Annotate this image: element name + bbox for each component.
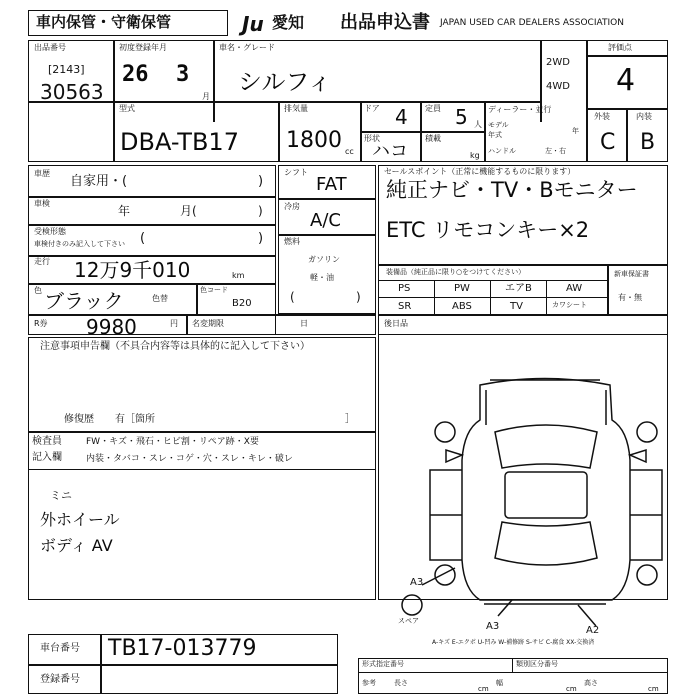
shape-label: 形状	[364, 134, 380, 143]
receive-note: 車検付きのみ記入して下さい	[34, 240, 125, 248]
interior-label: 内装	[636, 112, 652, 121]
receive-label: 受検形態	[34, 227, 66, 236]
doors: 4	[395, 105, 408, 129]
equip-airbag: エアB	[505, 283, 532, 294]
color-code: B20	[232, 298, 252, 309]
year-label: 年式	[488, 131, 502, 139]
fuel-open: (	[290, 290, 295, 304]
ac-value: A/C	[310, 210, 341, 231]
seats: 5	[455, 105, 468, 129]
name-change-label: 名変期限	[192, 319, 224, 328]
length-unit: cm	[478, 685, 489, 693]
spec-block	[358, 658, 668, 694]
exterior-label: 外装	[594, 112, 610, 121]
class-number-label: 類別区分番号	[516, 660, 558, 668]
lot-number: 30563	[40, 80, 104, 104]
equip-leather: カワシート	[552, 301, 587, 309]
history-close: )	[258, 174, 264, 189]
mileage-label: 走行	[34, 257, 50, 266]
name-change-day: 日	[300, 319, 308, 328]
equip-ps: PS	[398, 283, 411, 294]
recycle-unit: 円	[170, 319, 178, 328]
damage-legend: A-キズ E-エクボ U-凹み W-補修跡 S-サビ C-腐食 XX-交換済	[432, 639, 595, 646]
fuel-other: 軽・油	[310, 273, 334, 282]
receive-open: (	[140, 231, 146, 246]
notes-label: 注意事項申告欄（不具合内容等は具体的に記入して下さい）	[40, 341, 310, 352]
fuel-close: )	[356, 290, 361, 304]
rear-label: 後日品	[384, 319, 408, 328]
drive-4wd: 4WD	[546, 81, 570, 92]
equip-sr: SR	[398, 301, 412, 312]
color-code-label: 色コード	[200, 286, 228, 294]
inspection-year: 年	[118, 204, 131, 218]
handwritten-note-3: ボディ AV	[40, 536, 113, 555]
guarantee-value: 有・無	[618, 293, 642, 302]
history-value: 自家用・(	[70, 174, 128, 189]
logo: Ju	[242, 12, 264, 36]
height-label: 高さ	[584, 679, 598, 687]
body-shape: ハコ	[372, 141, 408, 162]
lot-small-number: [2143]	[48, 63, 85, 76]
lot-number-label: 出品番号	[34, 43, 66, 52]
displacement-unit: cc	[345, 147, 354, 156]
width-label: 幅	[496, 679, 503, 687]
displacement-label: 排気量	[284, 104, 308, 113]
height-unit: cm	[648, 685, 659, 693]
inspection-label: 車検	[34, 199, 50, 208]
load-label: 積載	[425, 134, 441, 143]
handwritten-note-2: 外ホイール	[40, 510, 120, 529]
storage-label: 車内保管・守衛保管	[36, 13, 172, 31]
car-name-label: 車名・グレード	[219, 43, 275, 52]
displacement: 1800	[286, 128, 342, 153]
length-label: 長さ	[394, 679, 408, 687]
form-title: 出品申込書	[340, 12, 430, 33]
color-value: ブラック	[44, 289, 124, 313]
damage-mark-3: A2	[586, 625, 600, 636]
mileage-unit: km	[232, 271, 245, 280]
association-name: JAPAN USED CAR DEALERS ASSOCIATION	[440, 18, 624, 28]
shift-label: シフト	[284, 168, 308, 177]
seats-unit: 人	[474, 120, 482, 129]
equip-abs: ABS	[452, 301, 472, 312]
interior-grade: B	[640, 130, 656, 155]
recycle-value: 9980	[86, 315, 137, 339]
model-year-label: モデル	[488, 121, 509, 129]
shift-value: FAT	[316, 174, 347, 195]
width-unit: cm	[566, 685, 577, 693]
ref-label: 参考	[362, 679, 376, 687]
first-reg-label: 初度登録年月	[119, 43, 167, 52]
dealer-label: ディーラー・並行	[488, 105, 552, 114]
inspector-line-1: FW・キズ・飛石・ヒビ割・リペア跡・X要	[86, 437, 259, 447]
repair-close: ］	[345, 414, 355, 425]
chassis-number: TB17-013779	[108, 636, 257, 661]
history-label: 車歴	[34, 169, 50, 178]
inspection-month: 月(	[180, 204, 197, 218]
repair-label: 修復歴	[64, 414, 94, 425]
mileage-value: 12万9千010	[74, 258, 191, 282]
fuel-label: 燃料	[284, 237, 300, 246]
damage-mark-2: A3	[486, 621, 500, 632]
model-label: 型式	[119, 104, 135, 113]
receive-close: )	[258, 231, 264, 246]
guarantee-label: 新車保証書	[614, 270, 649, 278]
chassis-label: 車台番号	[40, 643, 80, 654]
equipment-label: 装備品（純正品に限り○をつけてください）	[386, 268, 526, 276]
score-value: 4	[616, 63, 636, 98]
recycle-label: R券	[34, 319, 48, 328]
equip-aw: AW	[566, 283, 583, 294]
inspector-label-2: 記入欄	[32, 452, 62, 463]
spare-label: スペア	[398, 617, 419, 625]
month-unit: 月	[202, 92, 210, 101]
seats-label: 定員	[425, 104, 441, 113]
org-name: 愛知	[272, 13, 305, 32]
load-unit: kg	[470, 151, 480, 160]
ac-label: 冷房	[284, 202, 300, 211]
model-code: DBA-TB17	[120, 128, 239, 156]
registration-label: 登録番号	[40, 674, 80, 685]
repair-value: 有［箇所	[115, 414, 155, 425]
color-change-label: 色替	[152, 294, 168, 303]
drive-2wd: 2WD	[546, 57, 570, 68]
handle-label: ハンドル	[488, 147, 516, 155]
inspector-line-2: 内装・タバコ・スレ・コゲ・穴・スレ・キレ・破レ	[86, 454, 293, 464]
first-reg-year: 26	[122, 62, 149, 87]
sales-line-1: 純正ナビ・TV・Bモニター	[386, 178, 638, 202]
exterior-grade: C	[600, 130, 616, 155]
handle-value: 左・右	[545, 147, 566, 155]
handwritten-note-1: ミニ	[50, 489, 72, 502]
damage-mark-1: A3	[410, 577, 424, 588]
sales-line-2: ETC リモコンキー×2	[386, 218, 590, 242]
color-label: 色	[34, 286, 42, 295]
fuel-gas: ガソリン	[308, 255, 340, 264]
doors-label: ドア	[364, 104, 380, 113]
equip-tv: TV	[510, 301, 523, 312]
first-reg-month: 3	[176, 62, 190, 87]
inspection-close: )	[258, 204, 263, 218]
sales-label: セールスポイント（正常に機能するものに限ります）	[384, 167, 576, 176]
type-number-label: 形式指定番号	[362, 660, 404, 668]
year-unit: 年	[572, 127, 579, 135]
car-name: シルフィ	[238, 68, 332, 96]
equip-pw: PW	[454, 283, 470, 294]
score-label: 評価点	[608, 43, 632, 52]
inspector-label-1: 検査員	[32, 436, 62, 447]
